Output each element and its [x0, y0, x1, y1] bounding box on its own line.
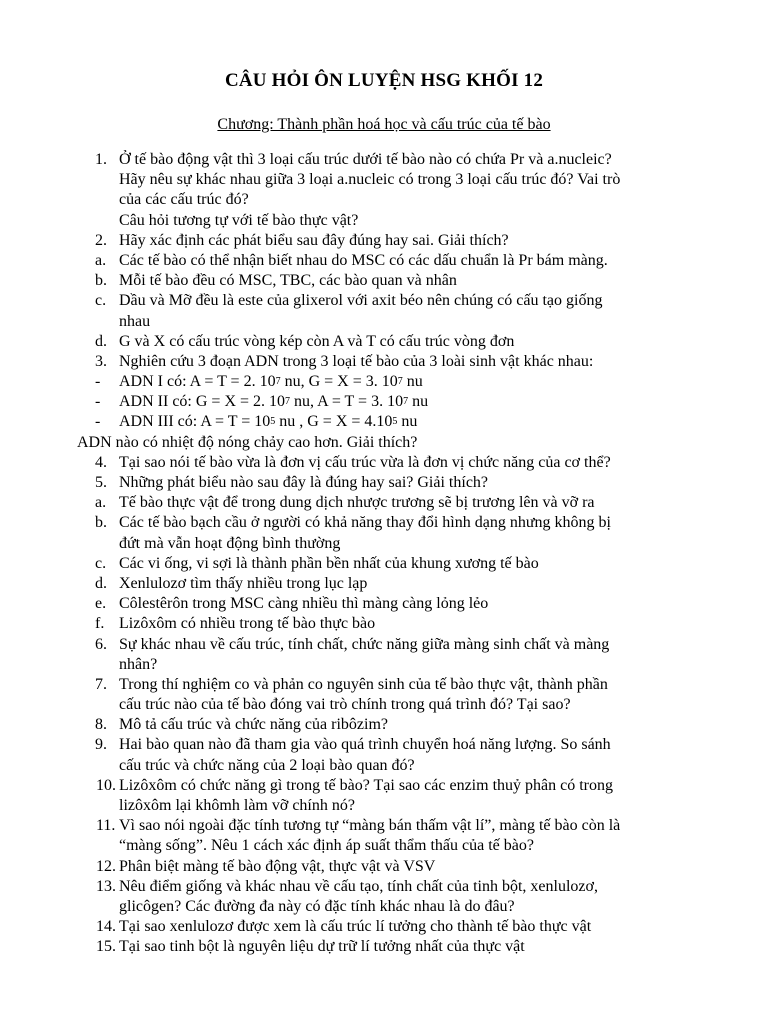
sub-item-text: Các vi ống, vi sợi là thành phần bền nhất của khung xương tế bào [119, 554, 539, 572]
question-number: 4. [95, 453, 107, 471]
question-text: Những phát biểu nào sau đây là đúng hay sai? Giải thích? [119, 474, 489, 491]
question-text: glicôgen? Các đường đa này có đặc tính khác nhau là do đâu? [119, 897, 515, 915]
question-text: Hãy xác định các phát biểu sau đây đúng hay sai. Giải thích? [119, 231, 509, 249]
sub-item-text: Dầu và Mỡ đều là este của glixerol với axit béo nên chúng có cấu tạo giống [119, 292, 603, 310]
question-10 [0, 776, 768, 796]
question-15 [0, 937, 768, 957]
question-text: Tại sao xenlulozơ được xem là cấu trúc lí tưởng cho thành tế bào thực vật [119, 918, 592, 936]
dna-item-2 [0, 392, 768, 412]
question-text: Phân biệt màng tế bào động vật, thực vật và VSV [119, 857, 436, 875]
question-number: 6. [95, 635, 107, 653]
question-text: cấu trúc và chức năng của 2 loại bào quan đó? [119, 756, 415, 774]
question-6 [0, 635, 768, 655]
sub-item-b-continued [0, 534, 768, 554]
question-13 [0, 877, 768, 897]
question-7 [0, 675, 768, 695]
question-13-continued [0, 897, 768, 917]
dna-item-3 [0, 412, 768, 432]
dna-item-text: ADN II có: G = X = 2. $10^7$ nu, A = T = 3. $10^7$ nu [119, 393, 429, 411]
sub-item-text: đứt mà vẫn hoạt động bình thường [119, 534, 341, 552]
question-text: Hai bào quan nào đã tham gia vào quá trình chuyển hoá năng lượng. So sánh [119, 736, 611, 754]
sub-item-marker: d. [95, 574, 107, 592]
sub-item-marker: e. [95, 595, 107, 613]
sub-item-text: G và X có cấu trúc vòng kép còn A và T có cấu trúc vòng đơn [119, 332, 515, 350]
question-3-followup [0, 433, 768, 453]
sub-item-text: nhau [119, 312, 151, 330]
sub-item-b [0, 271, 768, 291]
sub-item-c-continued [0, 312, 768, 332]
question-number: 5. [95, 474, 107, 491]
sub-item-marker: a. [95, 494, 107, 512]
question-text: Vì sao nói ngoài đặc tính tương tự “màng bán thấm vật lí”, màng tế bào còn là [119, 817, 621, 835]
question-number: 13. [96, 877, 116, 895]
question-number: 11. [96, 817, 116, 835]
question-text: Tại sao tinh bột là nguyên liệu dự trữ lí tưởng nhất của thực vật [119, 938, 525, 956]
question-5 [0, 473, 768, 493]
question-11 [0, 816, 768, 836]
sub-item-f [0, 614, 768, 634]
question-text: nhân? [119, 655, 158, 673]
sub-item-e [0, 594, 768, 614]
question-text: Lizôxôm có chức năng gì trong tế bào? Tại sao các enzim thuỷ phân có trong [119, 776, 613, 794]
sub-item-c [0, 554, 768, 574]
question-text: Sự khác nhau về cấu trúc, tính chất, chức năng giữa màng sinh chất và màng [119, 635, 610, 653]
question-number: 10. [96, 776, 116, 794]
question-text: “màng sống”. Nêu 1 cách xác định áp suất thẩm thấu của tế bào? [119, 837, 534, 855]
sub-item-a [0, 493, 768, 513]
question-14 [0, 917, 768, 937]
dna-item-text: ADN III có: $A = T = 10^5$ nu , $G = X = 4.10^5$ nu [119, 413, 418, 431]
question-7-continued [0, 695, 768, 715]
question-text: lizôxôm lại khômh làm vỡ chính nó? [119, 797, 355, 814]
question-text: của các cấu trúc đó? [119, 191, 249, 209]
question-8 [0, 715, 768, 735]
question-12 [0, 857, 768, 877]
question-text: ADN nào có nhiệt độ nóng chảy cao hơn. Giải thích? [77, 433, 418, 451]
dna-item-text: ADN I có: A = T = 2. $10^7$ nu, G = X = 3. $10^7$ nu [119, 373, 423, 391]
sub-item-c [0, 291, 768, 311]
sub-item-marker: d. [95, 332, 107, 350]
question-text: Mô tả cấu trúc và chức năng của ribôzim? [119, 716, 388, 734]
sub-item-text: Các tế bào có thể nhận biết nhau do MSC có các dấu chuẩn là Pr bám màng. [119, 251, 608, 269]
question-1-continued [0, 170, 768, 190]
question-3 [0, 352, 768, 372]
sub-item-d [0, 574, 768, 594]
sub-item-text: Lizôxôm có nhiều trong tế bào thực bào [119, 615, 376, 633]
dash-marker: - [95, 413, 101, 431]
question-1 [0, 150, 768, 170]
sub-item-text: Xenlulozơ tìm thấy nhiều trong lục lạp [119, 574, 368, 592]
question-9-continued [0, 756, 768, 776]
question-text: Câu hỏi tương tự với tế bào thực vật? [119, 211, 359, 229]
question-text: Ở tế bào động vật thì 3 loại cấu trúc dưới tế bào nào có chứa Pr và a.nucleic? [119, 151, 612, 168]
question-6-continued [0, 655, 768, 675]
sub-item-marker: f. [95, 615, 105, 633]
sub-item-b [0, 513, 768, 533]
sub-item-marker: b. [95, 514, 107, 532]
dash-marker: - [95, 373, 101, 391]
question-text: cấu trúc nào của tế bào đóng vai trò chính trong quá trình đó? Tại sao? [119, 696, 571, 714]
sub-item-text: Các tế bào bạch cầu ở người có khả năng thay đổi hình dạng nhưng không bị [119, 514, 611, 532]
sub-item-marker: c. [95, 554, 107, 572]
page-title: CÂU HỎI ÔN LUYỆN HSG KHỐI 12 [224, 70, 544, 91]
question-11-continued [0, 836, 768, 856]
question-10-continued [0, 796, 768, 816]
sub-item-text: Mỗi tế bào đều có MSC, TBC, các bào quan và nhân [119, 272, 457, 290]
question-text: Nêu điểm giống và khác nhau về cấu tạo, tính chất của tinh bột, xenlulozơ, [119, 877, 598, 895]
question-text: Hãy nêu sự khác nhau giữa 3 loại a.nucleic có trong 3 loại cấu trúc đó? Vai trò [119, 171, 621, 189]
sub-item-text: Côlestêrôn trong MSC càng nhiều thì màng càng lỏng lẻo [119, 595, 489, 613]
question-number: 2. [95, 231, 107, 249]
dna-item-1 [0, 372, 768, 392]
question-number: 9. [95, 736, 107, 754]
question-text: Tại sao nói tế bào vừa là đơn vị cấu trúc vừa là đơn vị chức năng của cơ thể? [119, 453, 611, 471]
sub-item-marker: a. [95, 251, 107, 269]
sub-item-text: Tế bào thực vật để trong dung dịch nhược trương sẽ bị trương lên và vỡ ra [119, 494, 595, 512]
question-number: 7. [95, 675, 107, 693]
sub-item-marker: b. [95, 272, 107, 290]
sub-item-a [0, 251, 768, 271]
question-1-continued [0, 190, 768, 210]
question-text: Nghiên cứu 3 đoạn ADN trong 3 loại tế bào của 3 loài sinh vật khác nhau: [119, 352, 594, 370]
question-number: 15. [96, 938, 116, 956]
question-number: 1. [95, 151, 107, 168]
question-number: 3. [95, 352, 107, 370]
question-9 [0, 735, 768, 755]
sub-item-d [0, 332, 768, 352]
question-number: 14. [96, 918, 116, 936]
question-text: Trong thí nghiệm co và phản co nguyên sinh của tế bào thực vật, thành phần [119, 675, 608, 693]
sub-item-marker: c. [95, 292, 107, 310]
question-1-followup [0, 211, 768, 231]
question-2 [0, 231, 768, 251]
chapter-heading: Chương: Thành phần hoá học và cấu trúc của tế bào [217, 116, 551, 133]
question-number: 12. [96, 857, 116, 875]
question-list [0, 150, 768, 958]
dash-marker: - [95, 393, 101, 411]
question-number: 8. [95, 716, 107, 734]
question-4 [0, 453, 768, 473]
